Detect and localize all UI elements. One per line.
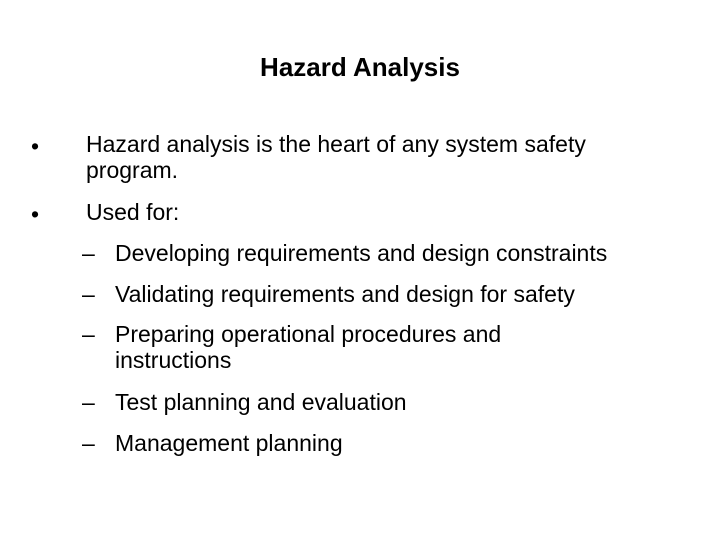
sub-item-developing: Developing requirements and design constraints xyxy=(115,240,608,266)
sub-item-validating: Validating requirements and design for safety xyxy=(115,281,575,307)
sub-item-management: Management planning xyxy=(115,430,343,456)
bullet-text-heart: Hazard analysis is the heart of any system safety program. xyxy=(86,131,586,183)
sub-item-marker: – xyxy=(82,321,95,347)
sub-item-marker: – xyxy=(82,430,95,456)
sub-item-marker: – xyxy=(82,281,95,307)
slide-title: Hazard Analysis xyxy=(260,52,460,82)
sub-item-marker: – xyxy=(82,240,95,266)
sub-item-marker: – xyxy=(82,389,95,415)
sub-item-preparing: Preparing operational procedures and instructions xyxy=(115,321,502,373)
bullet-text-used-for: Used for: xyxy=(86,199,180,225)
bullet-marker: • xyxy=(31,201,40,227)
bullet-marker: • xyxy=(31,133,40,159)
sub-item-test-planning: Test planning and evaluation xyxy=(115,389,407,415)
